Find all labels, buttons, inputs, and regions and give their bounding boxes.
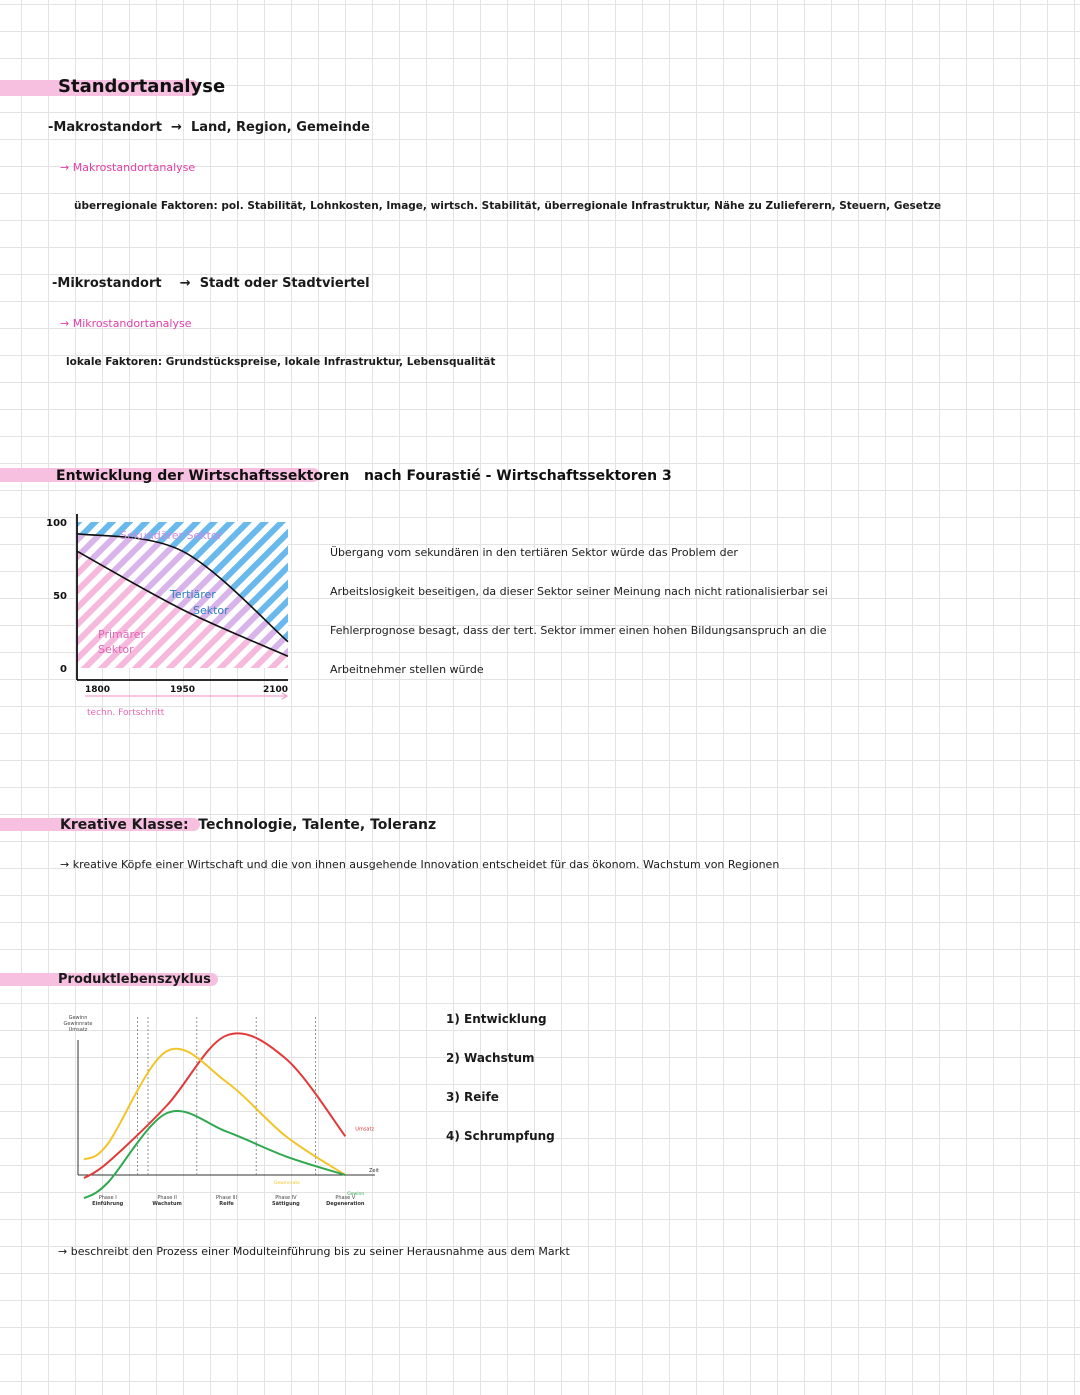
phase-number-label: Phase I bbox=[98, 1195, 117, 1201]
mikro-value: Stadt oder Stadtviertel bbox=[199, 276, 370, 291]
y-tick-label: 100 bbox=[46, 518, 67, 529]
produkt-title: Produktlebenszyklus bbox=[58, 972, 211, 987]
arrow-icon: → bbox=[60, 858, 70, 871]
x-axis-label: techn. Fortschritt bbox=[87, 708, 165, 718]
phase-item: 2) Wachstum bbox=[446, 1051, 535, 1065]
phase-item: 1) Entwicklung bbox=[446, 1012, 547, 1026]
makro-value: Land, Region, Gemeinde bbox=[190, 120, 370, 135]
phase-name-label: Wachstum bbox=[152, 1201, 182, 1207]
makro-label: -Makrostandort bbox=[48, 120, 162, 135]
sektoren-title bbox=[56, 468, 672, 484]
sektoren-title-main: Entwicklung der Wirtschaftssektoren bbox=[56, 468, 350, 484]
makro-line bbox=[48, 120, 370, 135]
sektoren-text bbox=[330, 546, 828, 702]
phase-name-label: Reife bbox=[219, 1201, 234, 1207]
phase-name-label: Einführung bbox=[92, 1201, 124, 1207]
series-label-gewinnrate: Gewinnrate bbox=[273, 1181, 300, 1186]
produkt-footer bbox=[58, 1245, 570, 1258]
series-label-primaer: Primärer bbox=[98, 628, 146, 641]
mikro-analyse-label: Mikrostandortanalyse bbox=[72, 317, 192, 330]
phase-item: 4) Schrumpfung bbox=[446, 1129, 555, 1143]
sektoren-text-line: Übergang vom sekundären in den tertiären Sektor würde das Problem der bbox=[330, 546, 738, 559]
y-tick-label: 0 bbox=[60, 664, 67, 675]
makro-analyse bbox=[60, 161, 195, 174]
makro-factors bbox=[74, 200, 941, 212]
phases-list bbox=[446, 1012, 555, 1168]
y-axis-label: Umsatz bbox=[68, 1027, 88, 1033]
sektoren-subtitle: nach Fourastié - Wirtschaftssektoren 3 bbox=[363, 468, 672, 484]
arrow-icon: → bbox=[60, 161, 70, 174]
mikro-factors bbox=[66, 356, 495, 368]
arrow-icon: → bbox=[166, 120, 187, 135]
series-line-gewinnrate bbox=[84, 1049, 345, 1175]
series-label-sekundaer: Sekundärer Sektor bbox=[120, 529, 223, 542]
arrow-icon: → bbox=[60, 317, 70, 330]
kreative-title: Kreative Klasse: bbox=[60, 817, 189, 833]
makro-factors-list: pol. Stabilität, Lohnkosten, Image, wirtsch. Stabilität, überregionale Infrastruktur, Nähe zu Zulieferern, Steuern, Gesetze bbox=[221, 200, 942, 212]
phase-name-label: Sättigung bbox=[272, 1201, 300, 1207]
series-label-gewinn: Gewinn bbox=[347, 1192, 365, 1197]
makro-factors-label: überregionale Faktoren: bbox=[74, 200, 218, 212]
x-axis-label: Zeit bbox=[369, 1168, 379, 1174]
mikro-line bbox=[52, 276, 370, 291]
kreative-value: Technologie, Talente, Toleranz bbox=[198, 817, 437, 833]
sektoren-chart bbox=[40, 505, 310, 730]
y-axis-label: Gewinnrate bbox=[63, 1021, 93, 1027]
phase-number-label: Phase V bbox=[335, 1195, 356, 1201]
phase-name-label: Degeneration bbox=[326, 1201, 365, 1207]
sektoren-text-line: Arbeitnehmer stellen würde bbox=[330, 663, 484, 676]
series-line-gewinn bbox=[84, 1111, 345, 1198]
y-tick-label: 50 bbox=[53, 591, 67, 602]
kreative-text: kreative Köpfe einer Wirtschaft und die von ihnen ausgehende Innovation entscheidet für das ökonom. Wachstum von Regionen bbox=[72, 858, 780, 871]
series-label-tertiaer: Tertiärer bbox=[170, 588, 216, 601]
produkt-footer-text: beschreibt den Prozess einer Modulteinführung bis zu seiner Herausnahme aus dem Markt bbox=[70, 1245, 570, 1258]
series-line-umsatz bbox=[84, 1033, 345, 1178]
phase-item: 3) Reife bbox=[446, 1090, 499, 1104]
phase-number-label: Phase IV bbox=[275, 1195, 297, 1201]
sektoren-text-line: Fehlerprognose besagt, dass der tert. Sektor immer einen hohen Bildungsanspruch an die bbox=[330, 624, 827, 637]
x-tick-label: 2100 bbox=[262, 685, 288, 695]
y-axis-label: Gewinn bbox=[68, 1015, 88, 1021]
page-title: Standortanalyse bbox=[58, 76, 226, 97]
series-label-tertiaer-2: Sektor bbox=[193, 604, 229, 617]
kreative-heading bbox=[60, 817, 436, 833]
kreative-line bbox=[60, 858, 779, 871]
arrow-icon: → bbox=[166, 276, 196, 291]
x-tick-label: 1800 bbox=[85, 685, 111, 695]
arrow-icon: → bbox=[58, 1245, 68, 1258]
mikro-analyse bbox=[60, 317, 191, 330]
mikro-label: -Mikrostandort bbox=[52, 276, 162, 291]
mikro-factors-label: lokale Faktoren: bbox=[66, 356, 163, 368]
phase-number-label: Phase II bbox=[157, 1195, 177, 1201]
produkt-chart bbox=[60, 1012, 390, 1217]
x-tick-label: 1950 bbox=[169, 685, 196, 695]
makro-analyse-label: Makrostandortanalyse bbox=[72, 161, 196, 174]
phase-number-label: Phase III bbox=[216, 1195, 237, 1201]
mikro-factors-list: Grundstückspreise, lokale Infrastruktur, Lebensqualität bbox=[165, 356, 496, 368]
series-label-primaer-2: Sektor bbox=[98, 643, 134, 656]
sektoren-text-line: Arbeitslosigkeit beseitigen, da dieser Sektor seiner Meinung nach nicht rationalisierbar sei bbox=[330, 585, 828, 598]
series-label-umsatz: Umsatz bbox=[355, 1126, 375, 1133]
